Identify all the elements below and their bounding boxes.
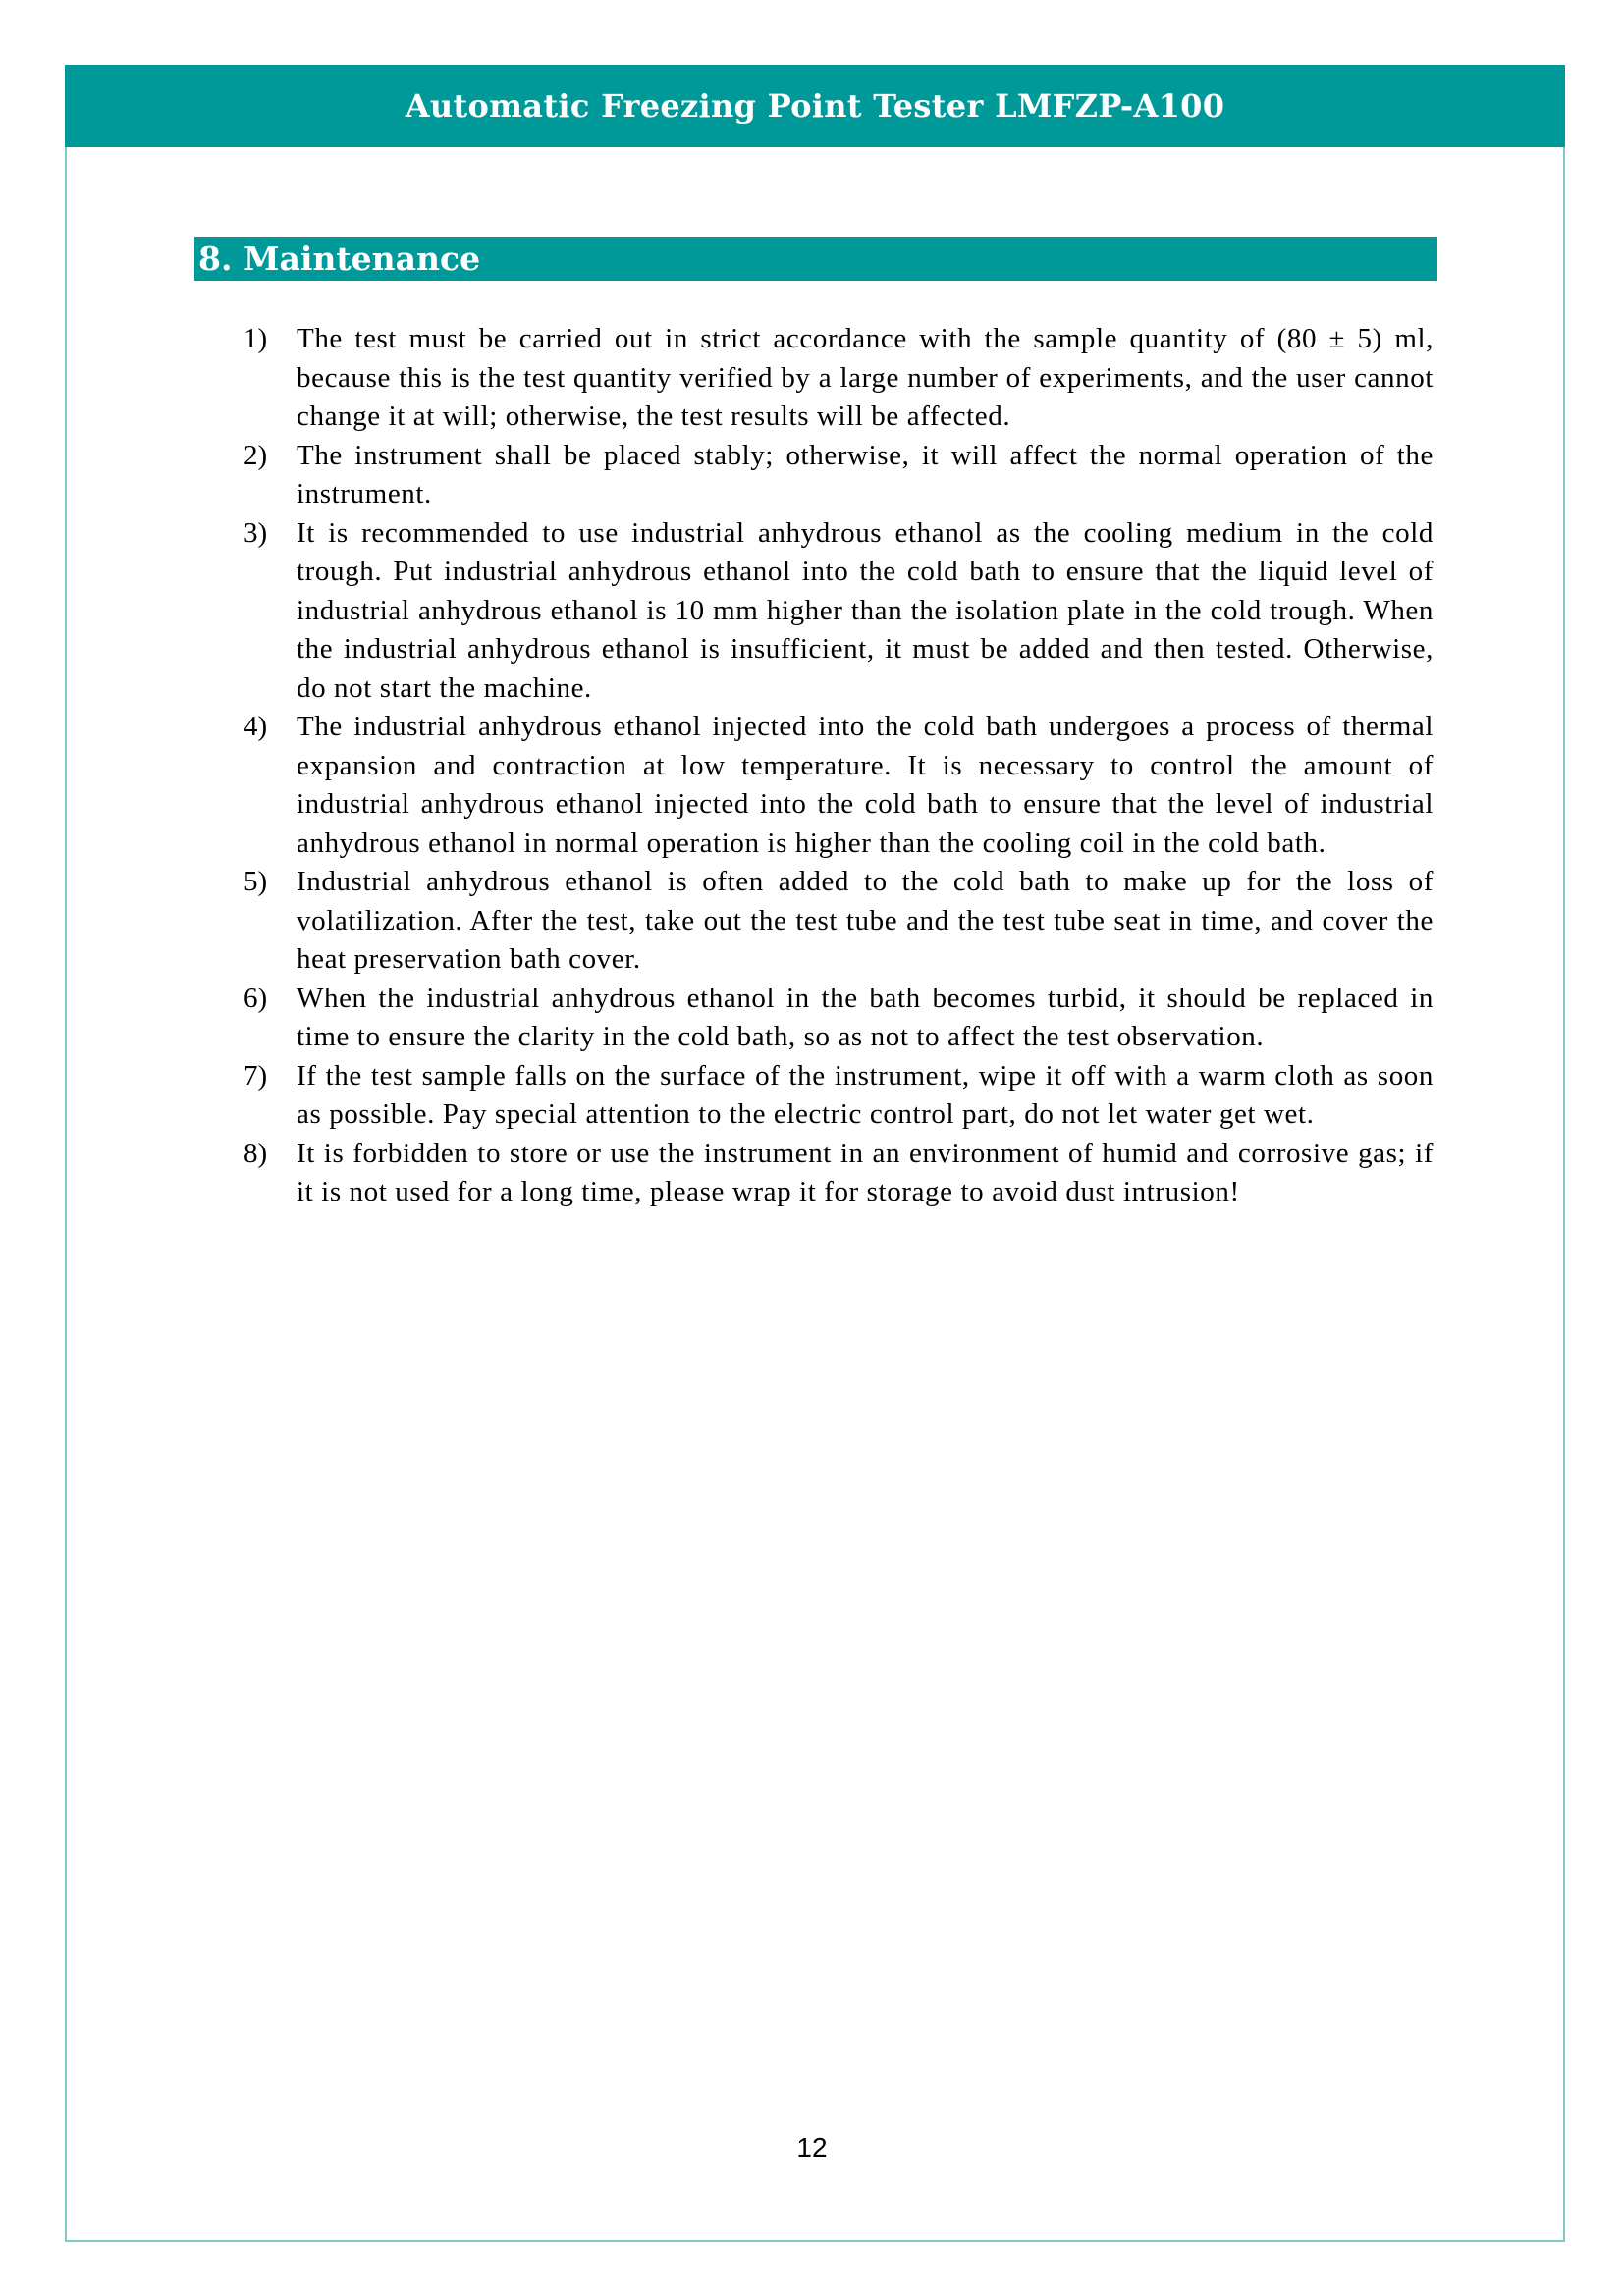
list-item-number: 4) (244, 711, 268, 742)
list-item-text: If the test sample falls on the surface of the instrument, wipe it off with a warm cloth as soon as possible. Pay special attention to the electric control part, do not let water get wet. (297, 1059, 1434, 1130)
list-item-number: 6) (244, 982, 268, 1014)
document-header (65, 65, 1565, 147)
list-item (244, 1135, 1434, 1212)
section-title: 8. Maintenance (198, 240, 481, 278)
list-item (244, 863, 1434, 980)
list-item-text: When the industrial anhydrous ethanol in the bath becomes turbid, it should be replaced in time to ensure the clarity in the cold bath, so as not to affect the test observation. (297, 982, 1434, 1052)
list-item-text: The industrial anhydrous ethanol injected into the cold bath undergoes a process of thermal expansion and contraction at low temperature. It is necessary to control the amount of industrial anhydrous ethanol injected into the cold bath to ensure that the level of industrial anhydrous ethanol in normal operation is higher than the cooling coil in the cold bath. (297, 711, 1434, 859)
page-number: 12 (796, 2132, 828, 2163)
list-item-text: The test must be carried out in strict accordance with the sample quantity of (80 ± 5) ml, because this is the test quantity verified by a large number of experiments, and the user cannot change it at will; otherwise, the test results will be affected. (297, 323, 1434, 432)
list-item-number: 8) (244, 1137, 268, 1169)
section-heading (194, 237, 1437, 281)
list-item-number: 5) (244, 866, 268, 897)
list-item-number: 2) (244, 439, 268, 471)
list-item (244, 320, 1434, 437)
list-item-number: 7) (244, 1059, 268, 1092)
list-item-text: Industrial anhydrous ethanol is often added to the cold bath to make up for the loss of volatilization. After the test, take out the test tube and the test tube seat in time, and cover the heat preservation bath cover. (297, 866, 1434, 975)
list-item-text: The instrument shall be placed stably; otherwise, it will affect the normal operation of the instrument. (297, 439, 1434, 509)
maintenance-list (244, 320, 1434, 1212)
list-item (244, 708, 1434, 863)
list-item (244, 1057, 1434, 1135)
list-item-number: 1) (244, 323, 268, 354)
list-item-text: It is recommended to use industrial anhydrous ethanol as the cooling medium in the cold trough. Put industrial anhydrous ethanol into the cold bath to ensure that the liquid level of industrial anhydrous ethanol is 10 mm higher than the isolation plate in the cold trough. When the industrial anhydrous ethanol is insufficient, it must be added and then tested. Otherwise, do not start the machine. (297, 516, 1434, 704)
list-item-number: 3) (244, 516, 268, 549)
list-item (244, 437, 1434, 514)
list-item-text: It is forbidden to store or use the instrument in an environment of humid and corrosive gas; if it is not used for a long time, please wrap it for storage to avoid dust intrusion! (297, 1137, 1434, 1207)
document-title: Automatic Freezing Point Tester LMFZP-A100 (405, 87, 1225, 125)
list-item (244, 980, 1434, 1057)
list-item (244, 514, 1434, 709)
